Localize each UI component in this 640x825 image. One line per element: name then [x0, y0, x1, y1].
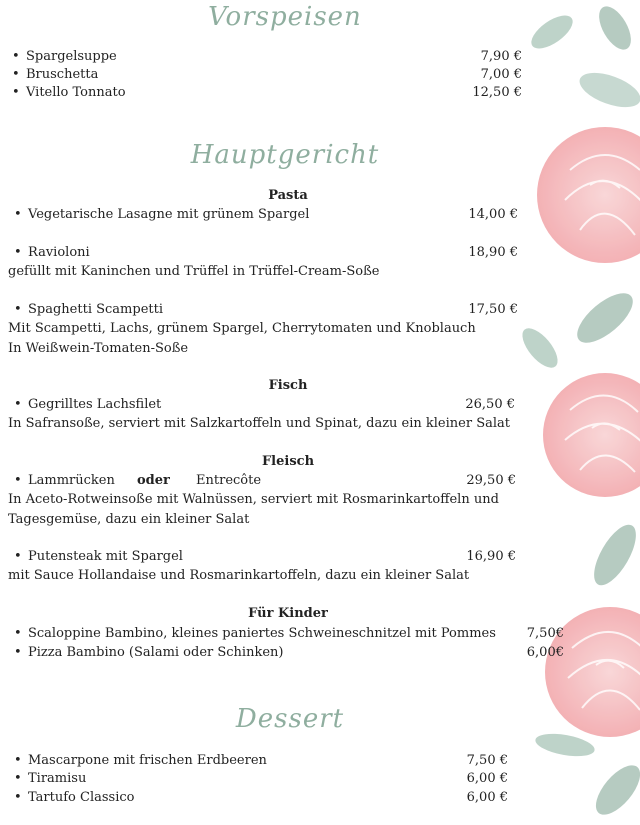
- item-description: In Safransoße, serviert mit Salzkartoffeln und Spinat, dazu ein kleiner Salat: [8, 416, 510, 431]
- category-pasta: Pasta: [268, 188, 308, 203]
- item-price: 7,90 €: [480, 49, 522, 64]
- list-item: • Pizza Bambino (Salami oder Schinken): [14, 645, 284, 660]
- category-fleisch: Fleisch: [261, 454, 315, 469]
- leaf-icon: [569, 285, 640, 352]
- floral-decoration: [510, 0, 640, 825]
- leaf-icon: [593, 1, 638, 55]
- item-price: 12,50 €: [472, 85, 522, 100]
- list-item: • Gegrilltes Lachsfilet: [14, 397, 162, 412]
- list-item: • Tiramisu: [14, 771, 87, 786]
- leaf-icon: [588, 758, 640, 822]
- section-title-vorspeisen: Vorspeisen: [208, 2, 362, 32]
- item-price: 7,50€: [526, 626, 564, 641]
- list-item: • Bruschetta: [12, 67, 99, 82]
- leaf-icon: [575, 66, 640, 114]
- leaf-icon: [526, 9, 578, 55]
- rose-icon: [543, 373, 640, 497]
- list-item: • Ravioloni: [14, 245, 90, 260]
- leaf-icon: [534, 730, 597, 760]
- category-kinder: Für Kinder: [248, 606, 328, 621]
- item-description: In Weißwein-Tomaten-Soße: [8, 341, 189, 356]
- item-description: Tagesgemüse, dazu ein kleiner Salat: [8, 512, 250, 527]
- item-price: 6,00€: [526, 645, 564, 660]
- list-item: • Tartufo Classico: [14, 790, 135, 805]
- leaf-icon: [516, 323, 564, 374]
- item-price: 7,50 €: [466, 753, 508, 768]
- list-item: • Spargelsuppe: [12, 49, 117, 64]
- item-price: 17,50 €: [468, 302, 518, 317]
- item-price: 6,00 €: [466, 771, 508, 786]
- list-item: • Mascarpone mit frischen Erdbeeren: [14, 753, 267, 768]
- section-title-dessert: Dessert: [235, 704, 345, 734]
- list-item: • Lammrücken oder Entrecôte: [14, 473, 262, 488]
- list-item: • Vegetarische Lasagne mit grünem Spargel: [14, 207, 310, 222]
- item-price: 29,50 €: [466, 473, 516, 488]
- list-item: • Scaloppine Bambino, kleines paniertes Schweineschnitzel mit Pommes: [14, 626, 496, 641]
- item-price: 26,50 €: [465, 397, 515, 412]
- leaf-icon: [586, 519, 640, 592]
- item-description: In Aceto-Rotweinsoße mit Walnüssen, serviert mit Rosmarinkartoffeln und: [8, 492, 499, 507]
- item-description: mit Sauce Hollandaise und Rosmarinkartoffeln, dazu ein kleiner Salat: [8, 568, 470, 583]
- item-price: 6,00 €: [466, 790, 508, 805]
- list-item: • Putensteak mit Spargel: [14, 549, 183, 564]
- item-price: 18,90 €: [468, 245, 518, 260]
- item-description: Mit Scampetti, Lachs, grünem Spargel, Cherrytomaten und Knoblauch: [8, 321, 476, 336]
- rose-icon: [537, 127, 640, 263]
- list-item: • Vitello Tonnato: [12, 85, 126, 100]
- item-price: 14,00 €: [468, 207, 518, 222]
- list-item: • Spaghetti Scampetti: [14, 302, 163, 317]
- item-price: 7,00 €: [480, 67, 522, 82]
- item-price: 16,90 €: [466, 549, 516, 564]
- section-title-hauptgericht: Hauptgericht: [190, 140, 380, 170]
- item-description: gefüllt mit Kaninchen und Trüffel in Trüffel-Cream-Soße: [8, 264, 380, 279]
- category-fisch: Fisch: [268, 378, 308, 393]
